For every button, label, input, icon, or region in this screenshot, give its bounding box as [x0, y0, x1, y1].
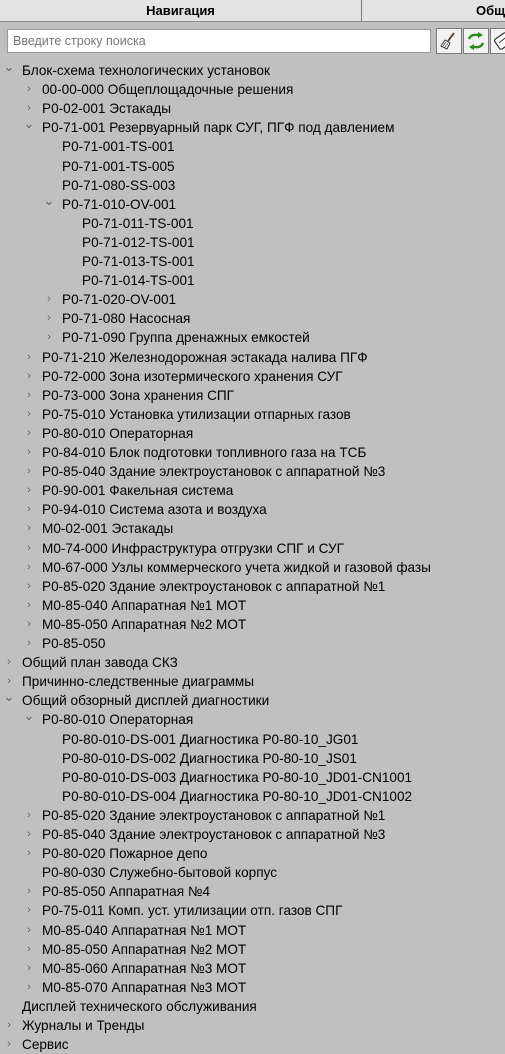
tree-node-label: Сервис	[22, 1037, 69, 1053]
tree-node[interactable]	[0, 80, 505, 99]
tree-node[interactable]	[0, 577, 505, 596]
tree-node[interactable]	[0, 558, 505, 577]
tree-node[interactable]	[0, 863, 505, 882]
tree-node-label: P0-72-000 Зона изотермического хранения СУГ	[42, 368, 343, 384]
tree-node[interactable]	[0, 596, 505, 615]
chevron-right-icon[interactable]: ›	[27, 541, 31, 554]
tree-node-label: P0-80-030 Служебно-бытовой корпус	[42, 865, 278, 881]
tree-node-label: P0-71-011-TS-001	[82, 215, 194, 231]
tree-node-label: P0-71-010-OV-001	[62, 196, 177, 212]
tree-node[interactable]	[0, 539, 505, 558]
tree-node-label: P0-71-001 Резервуарный парк СУГ, ПГФ под давлением	[42, 120, 395, 136]
tree-node[interactable]	[0, 290, 505, 309]
tree-node-label: P0-85-040 Здание электроустановок с аппаратной №3	[42, 827, 386, 842]
tree-node[interactable]	[0, 653, 505, 672]
tree-node[interactable]	[0, 118, 505, 137]
tree-node-label: M0-85-040 Аппаратная №1 МОТ	[42, 597, 247, 613]
tree-node-label: P0-71-012-TS-001	[82, 234, 195, 250]
tree-node[interactable]	[0, 309, 505, 328]
tree-node[interactable]	[0, 634, 505, 653]
chevron-down-icon[interactable]: ⌄	[3, 689, 15, 705]
tree-node-label: P0-80-010-DS-004 Диагностика P0-80-10_JD01-CN1002	[62, 788, 413, 804]
tree-node[interactable]	[0, 176, 505, 195]
chevron-down-icon[interactable]: ⌄	[43, 192, 55, 208]
chevron-right-icon[interactable]: ›	[47, 293, 51, 306]
chevron-right-icon[interactable]: ›	[27, 617, 31, 630]
chevron-right-icon[interactable]: ›	[27, 942, 31, 955]
tree-node-label: P0-71-014-TS-001	[82, 273, 195, 289]
tree-node[interactable]	[0, 806, 505, 825]
chevron-right-icon[interactable]: ›	[27, 407, 31, 420]
refresh-button[interactable]	[463, 28, 489, 54]
tree-node-label: P0-85-050 Аппаратная №4	[42, 884, 211, 900]
tree-node-label: P0-85-020 Здание электроустановок с аппаратной №1	[42, 807, 386, 823]
search-toolbar	[0, 22, 505, 60]
tree-node[interactable]	[0, 99, 505, 118]
chevron-right-icon[interactable]: ›	[7, 675, 11, 688]
tree-node-label: M0-67-000 Узлы коммерческого учета жидкой и газовой фазы	[42, 559, 431, 575]
chevron-right-icon[interactable]: ›	[7, 1019, 11, 1031]
tree-node[interactable]	[0, 997, 505, 1016]
tree-node-label: P0-73-000 Зона хранения СПГ	[42, 387, 235, 403]
tree-node[interactable]	[0, 462, 505, 481]
chevron-right-icon[interactable]: ›	[27, 426, 31, 439]
tree-node-label: P0-75-011 Комп. уст. утилизации отп. газов СПГ	[42, 903, 343, 919]
tree-node-label: P0-80-020 Пожарное депо	[42, 846, 208, 862]
tree-node-label: P0-71-013-TS-001	[82, 254, 195, 269]
refresh-icon	[466, 31, 486, 51]
tree-node-label: P0-80-010 Операторная	[42, 712, 194, 728]
tree-node[interactable]	[0, 710, 505, 729]
tree-node[interactable]	[0, 749, 505, 768]
tree-node-label: P0-75-010 Установка утилизации отпарных газов	[42, 406, 351, 422]
tree-node[interactable]	[0, 901, 505, 920]
chevron-right-icon[interactable]: ›	[27, 980, 31, 993]
tree-node[interactable]	[0, 386, 505, 405]
tree-node-label: P0-85-020 Здание электроустановок с аппаратной №1	[42, 578, 386, 594]
tree-node[interactable]	[0, 348, 505, 367]
tree-node[interactable]	[0, 192, 505, 214]
tree-node[interactable]	[0, 921, 505, 940]
tree-node[interactable]	[0, 214, 505, 233]
tree-node[interactable]	[0, 1035, 505, 1054]
chevron-right-icon[interactable]: ›	[47, 312, 51, 325]
chevron-right-icon[interactable]: ›	[27, 369, 31, 382]
tree-node-label: Причинно-следственные диаграммы	[22, 674, 255, 690]
tree-node-label: P0-80-010-DS-003 Диагностика P0-80-10_JD01-CN1001	[62, 769, 413, 785]
tree-node-label: P0-80-010-DS-001 Диагностика P0-80-10_JG01	[62, 731, 359, 747]
tree-node[interactable]	[0, 405, 505, 424]
tree-node-label: P0-71-090 Группа дренажных емкостей	[62, 330, 310, 346]
chevron-down-icon[interactable]: ⌄	[23, 708, 35, 724]
chevron-right-icon[interactable]: ›	[27, 388, 31, 401]
tree-node[interactable]	[0, 825, 505, 844]
tab-bar	[0, 0, 505, 22]
chevron-right-icon[interactable]: ›	[27, 446, 31, 458]
tree-node-label: 00-00-000 Общеплощадочные решения	[42, 82, 294, 98]
tree-node-label: P0-71-080 Насосная	[62, 311, 191, 327]
tree-node[interactable]	[0, 787, 505, 806]
tree-node[interactable]	[0, 672, 505, 691]
tree-node[interactable]	[0, 157, 505, 176]
chevron-right-icon[interactable]: ›	[27, 350, 31, 363]
chevron-right-icon[interactable]: ›	[27, 885, 31, 898]
tree-node-label: P0-71-210 Железнодорожная эстакада налива ПГФ	[42, 349, 368, 365]
tree-node[interactable]	[0, 252, 505, 271]
tree-node-label: P0-80-010 Операторная	[42, 425, 194, 441]
chevron-down-icon[interactable]: ⌄	[23, 116, 35, 132]
chevron-right-icon[interactable]: ›	[27, 637, 31, 649]
tree-node-label: Дисплей технического обслуживания	[22, 998, 257, 1014]
tree-node[interactable]	[0, 768, 505, 787]
tool-button[interactable]	[490, 28, 505, 54]
tree-node-label: P0-84-010 Блок подготовки топливного газа на ТСБ	[42, 445, 367, 460]
chevron-right-icon[interactable]: ›	[27, 503, 31, 516]
chevron-right-icon[interactable]: ›	[27, 560, 31, 573]
tree-node-label: M0-74-000 Инфраструктура отгрузки СПГ и СУГ	[42, 540, 345, 556]
tree-node[interactable]	[0, 424, 505, 443]
tree-node[interactable]	[0, 1016, 505, 1035]
chevron-right-icon[interactable]: ›	[27, 465, 31, 478]
chevron-right-icon[interactable]: ›	[27, 828, 31, 840]
chevron-right-icon[interactable]: ›	[27, 923, 31, 936]
tree-node-label: P0-02-001 Эстакады	[42, 101, 171, 117]
tree-node[interactable]	[0, 959, 505, 978]
chevron-right-icon[interactable]: ›	[27, 484, 31, 497]
tree-node-label: M0-85-060 Аппаратная №3 МОТ	[42, 960, 247, 976]
tree-node[interactable]	[0, 61, 505, 80]
tree-node[interactable]	[0, 481, 505, 500]
tree-node-label: P0-90-001 Факельная система	[42, 483, 234, 499]
tree-node[interactable]	[0, 271, 505, 290]
tree-node-label: P0-85-040 Здание электроустановок с аппаратной №3	[42, 464, 386, 480]
tree-node-label: P0-71-001-TS-005	[62, 158, 175, 174]
tree-node[interactable]	[0, 233, 505, 252]
tree-node-label: P0-85-050	[42, 636, 106, 651]
chevron-right-icon[interactable]: ›	[27, 522, 31, 535]
chevron-right-icon[interactable]: ›	[27, 808, 31, 821]
tree-node[interactable]	[0, 978, 505, 997]
tree-node-label: Журналы и Тренды	[22, 1018, 145, 1033]
tree-node-label: P0-71-020-OV-001	[62, 292, 177, 308]
chevron-right-icon[interactable]: ›	[27, 83, 31, 96]
broom-icon	[439, 31, 459, 51]
tree-node-label: M0-85-050 Аппаратная №2 МОТ	[42, 941, 247, 957]
clear-search-button[interactable]	[436, 28, 462, 54]
tab-general[interactable]: Общ	[476, 3, 505, 18]
tree-node-label: Общий план завода СКЗ	[22, 655, 178, 671]
chevron-right-icon[interactable]: ›	[47, 331, 51, 344]
tool-icon	[493, 31, 505, 51]
chevron-right-icon[interactable]: ›	[27, 102, 31, 115]
chevron-right-icon[interactable]: ›	[7, 1038, 11, 1051]
tree-node-label: M0-85-050 Аппаратная №2 МОТ	[42, 616, 247, 632]
tree-node[interactable]	[0, 615, 505, 634]
tree-node[interactable]	[0, 519, 505, 538]
tree-node-label: M0-02-001 Эстакады	[42, 521, 174, 537]
tree-node-label: M0-85-070 Аппаратная №3 МОТ	[42, 979, 247, 995]
chevron-right-icon[interactable]: ›	[27, 904, 31, 917]
tree-node[interactable]	[0, 500, 505, 519]
tree-node-label: Общий обзорный дисплей диагностики	[22, 693, 270, 709]
tree-node[interactable]	[0, 328, 505, 347]
search-input[interactable]	[7, 29, 431, 53]
tree-node[interactable]	[0, 730, 505, 749]
tree-node[interactable]	[0, 882, 505, 901]
chevron-right-icon[interactable]: ›	[27, 847, 31, 860]
chevron-down-icon[interactable]: ⌄	[3, 59, 15, 74]
tree-node-label: P0-94-010 Система азота и воздуха	[42, 502, 267, 518]
tab-navigation[interactable]: Навигация	[0, 0, 362, 21]
chevron-right-icon[interactable]: ›	[27, 579, 31, 592]
tree-node[interactable]	[0, 367, 505, 386]
tree-node[interactable]	[0, 691, 505, 710]
tree-node-label: Блок-схема технологических установок	[22, 63, 270, 78]
tree-node[interactable]	[0, 137, 505, 156]
tree-node-label: M0-85-040 Аппаратная №1 МОТ	[42, 922, 247, 938]
tree-node[interactable]	[0, 844, 505, 863]
chevron-right-icon[interactable]: ›	[7, 656, 11, 669]
tree-node[interactable]	[0, 443, 505, 462]
chevron-right-icon[interactable]: ›	[27, 598, 31, 611]
tree-node-label: P0-71-080-SS-003	[62, 177, 176, 193]
tree-node[interactable]	[0, 940, 505, 959]
chevron-right-icon[interactable]: ›	[27, 961, 31, 974]
tree-node-label: P0-80-010-DS-002 Диагностика P0-80-10_JS01	[62, 750, 357, 766]
tree-node-label: P0-71-001-TS-001	[62, 139, 175, 155]
